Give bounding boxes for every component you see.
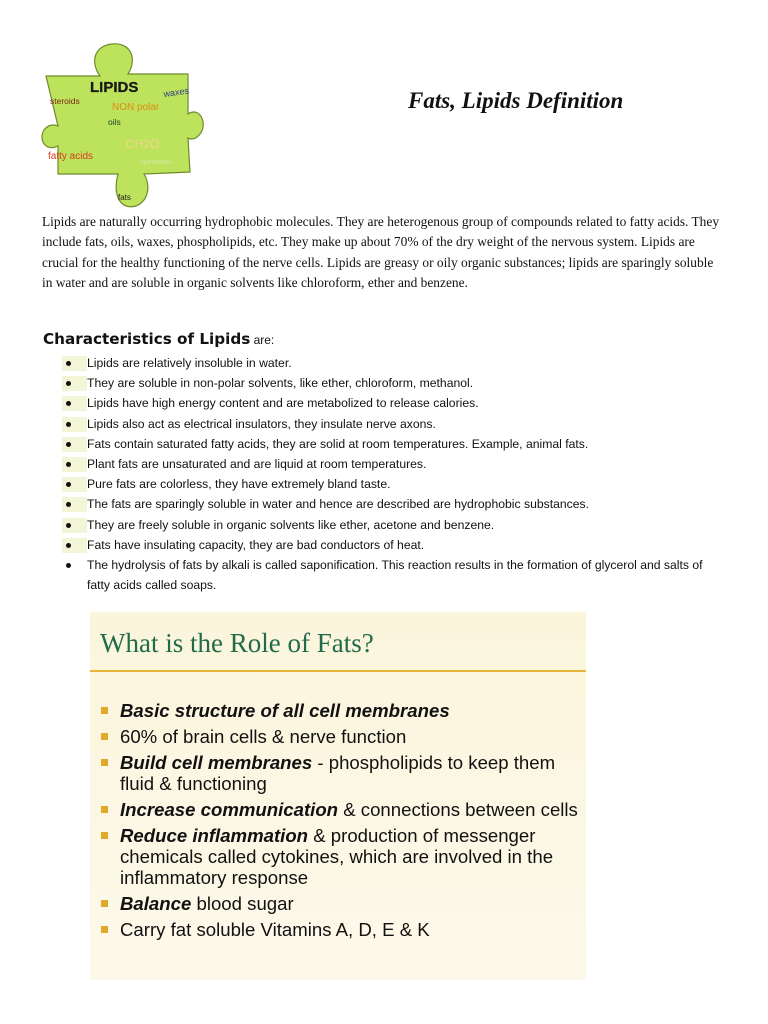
lipids-puzzle-image bbox=[40, 42, 205, 210]
bullet-icon bbox=[66, 422, 71, 427]
bullet-icon bbox=[66, 361, 71, 366]
slide-title: What is the Role of Fats? bbox=[100, 628, 374, 658]
slide-item-bold: Basic structure of all cell membranes bbox=[120, 700, 450, 721]
slide-item-bold: Reduce inflammation bbox=[120, 825, 309, 846]
list-item-text: Fats contain saturated fatty acids, they are solid at room temperatures. Example, animal fats. bbox=[87, 436, 589, 451]
list-item-text: The fats are sparingly soluble in water and hence are described are hydrophobic substances. bbox=[87, 497, 590, 512]
puzzle-word-fats: fats bbox=[118, 193, 131, 202]
slide-list-item bbox=[100, 893, 580, 914]
puzzle-piece-graphic bbox=[40, 42, 205, 210]
list-item bbox=[62, 515, 727, 535]
puzzle-word-ch2o: CH2O bbox=[126, 137, 160, 151]
page-title: Fats, Lipids Definition bbox=[408, 88, 624, 113]
characteristics-heading bbox=[43, 330, 274, 349]
slide-item-rest: & production of messenger chemicals called cytokines, which are involved in the inflammatory response bbox=[120, 825, 554, 888]
puzzle-word-oils: oils bbox=[108, 117, 121, 127]
slide-bullet-list bbox=[100, 700, 580, 945]
square-bullet-icon bbox=[101, 707, 108, 714]
square-bullet-icon bbox=[101, 832, 108, 839]
slide-list-item bbox=[100, 726, 580, 747]
bullet-icon bbox=[66, 442, 71, 447]
list-item-text: Pure fats are colorless, they have extremely bland taste. bbox=[87, 477, 391, 492]
list-item bbox=[62, 494, 727, 514]
role-of-fats-slide bbox=[90, 612, 586, 980]
characteristics-heading-text: Characteristics of Lipids bbox=[43, 330, 251, 348]
puzzle-word-lipids: LIPIDS bbox=[90, 79, 139, 96]
slide-item-rest: 60% of brain cells & nerve function bbox=[120, 726, 407, 747]
bullet-icon bbox=[66, 462, 71, 467]
slide-list-item bbox=[100, 799, 580, 820]
puzzle-word-fatty-acids: fatty acids bbox=[48, 151, 94, 162]
list-item bbox=[62, 353, 727, 373]
list-item-text: They are soluble in non-polar solvents, like ether, chloroform, methanol. bbox=[87, 376, 474, 391]
characteristics-heading-suffix: are: bbox=[250, 333, 275, 347]
list-item-text: The hydrolysis of fats by alkali is called saponification. This reaction results in the formation of glycerol and salts of fatty acids called soaps. bbox=[87, 558, 703, 593]
bullet-icon bbox=[66, 543, 71, 548]
slide-item-rest: blood sugar bbox=[191, 893, 294, 914]
square-bullet-icon bbox=[101, 759, 108, 766]
puzzle-word-waxes: waxes bbox=[162, 85, 190, 99]
slide-item-rest: & connections between cells bbox=[338, 799, 578, 820]
slide-item-bold: Build cell membranes bbox=[120, 752, 313, 773]
slide-list-item bbox=[100, 825, 580, 888]
slide-item-rest: Carry fat soluble Vitamins A, D, E & K bbox=[120, 919, 430, 940]
slide-item-rest: - phospholipids to keep them fluid & functioning bbox=[120, 752, 556, 794]
list-item bbox=[62, 414, 727, 434]
puzzle-word-hydrophobic: hydrophobic bbox=[140, 160, 173, 166]
list-item-text: Lipids are relatively insoluble in water. bbox=[87, 356, 292, 370]
list-item bbox=[62, 474, 727, 494]
list-item bbox=[62, 434, 727, 454]
square-bullet-icon bbox=[101, 900, 108, 907]
square-bullet-icon bbox=[101, 806, 108, 813]
slide-item-bold: Balance bbox=[120, 893, 192, 914]
list-item-text: Lipids have high energy content and are metabolized to release calories. bbox=[87, 396, 479, 411]
list-item bbox=[62, 535, 727, 555]
bullet-icon bbox=[66, 523, 71, 528]
list-item-text: Plant fats are unsaturated and are liquid at room temperatures. bbox=[87, 457, 427, 472]
list-item bbox=[62, 373, 727, 393]
intro-paragraph: Lipids are naturally occurring hydrophobic molecules. They are heterogenous group of compounds related to fatty acids. They include fats, oils, waxes, phospholipids, etc. They make up about 70% of the dry weight of the nervous system. Lipids are crucial for the healthy functioning of the nerve cells. Lipids are greasy or oily organic substances; lipids are sparingly soluble in water and are soluble in organic solvents like chloroform, ether and benzene. bbox=[42, 214, 720, 291]
slide-divider bbox=[90, 670, 586, 672]
list-item bbox=[62, 393, 727, 413]
puzzle-word-steroids: steroids bbox=[50, 96, 80, 106]
slide-list-item bbox=[100, 919, 580, 940]
characteristics-list bbox=[62, 353, 727, 595]
list-item-text: Fats have insulating capacity, they are bad conductors of heat. bbox=[87, 537, 425, 552]
list-item bbox=[62, 454, 727, 474]
puzzle-word-non-polar: NON polar bbox=[112, 102, 160, 113]
slide-list-item bbox=[100, 700, 580, 721]
list-item bbox=[62, 555, 727, 595]
square-bullet-icon bbox=[101, 926, 108, 933]
bullet-icon bbox=[66, 563, 71, 568]
list-item-text: Lipids also act as electrical insulators, they insulate nerve axons. bbox=[87, 416, 436, 431]
slide-item-bold: Increase communication bbox=[120, 799, 339, 820]
slide-list-item bbox=[100, 752, 580, 794]
square-bullet-icon bbox=[101, 733, 108, 740]
list-item-text: They are freely soluble in organic solvents like ether, acetone and benzene. bbox=[87, 517, 495, 532]
